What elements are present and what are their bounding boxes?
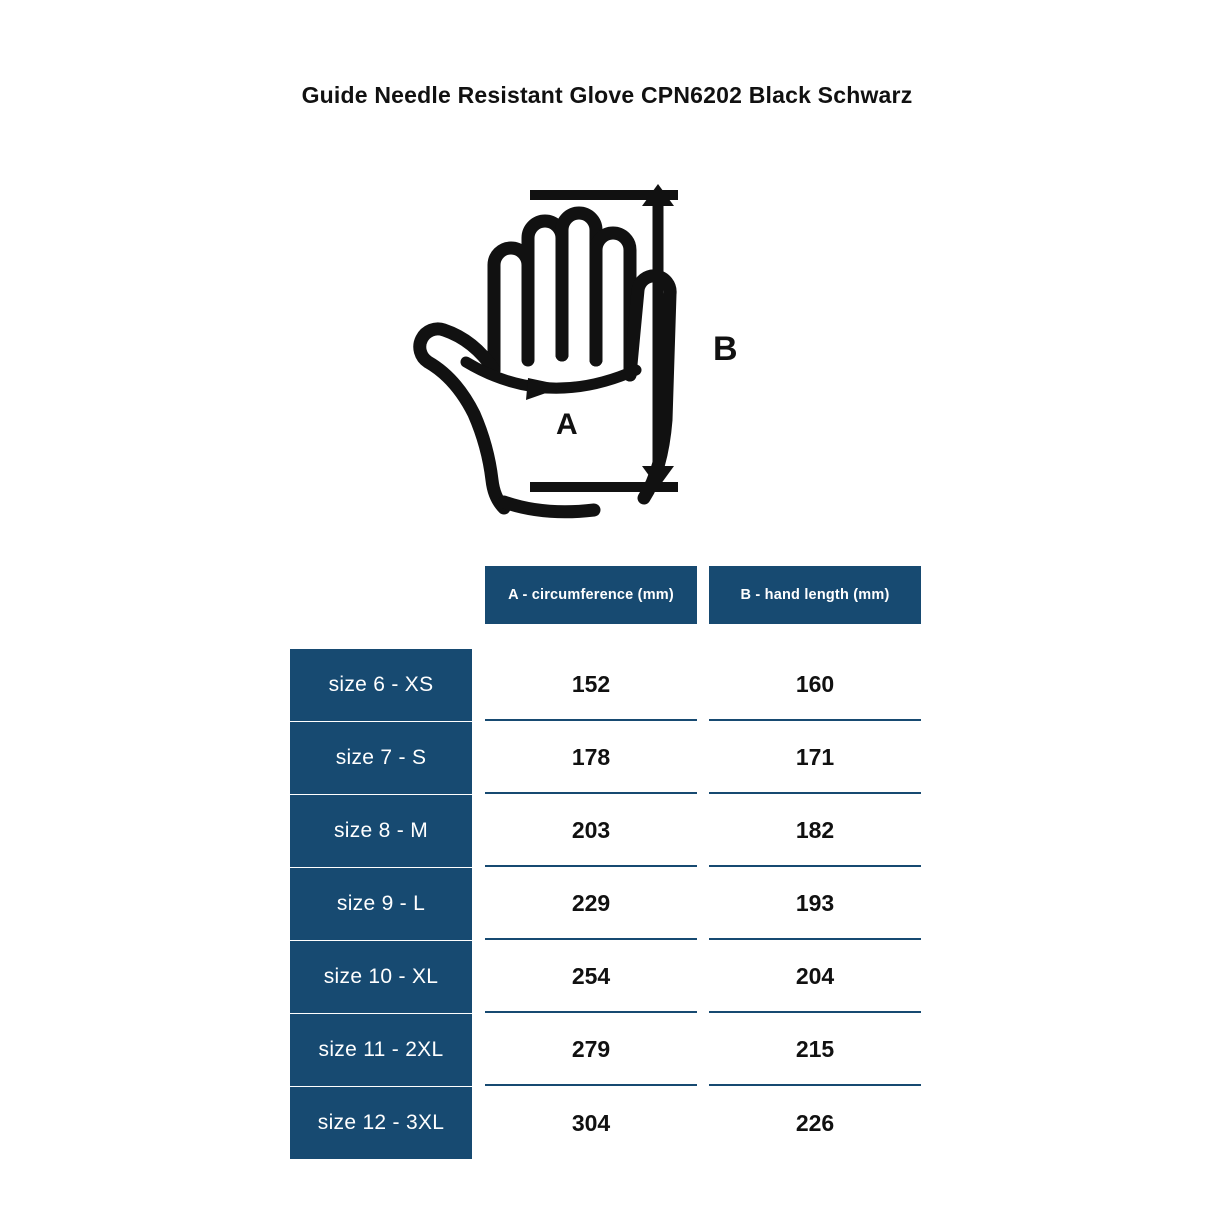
table-row: [290, 1014, 930, 1086]
size-table: [290, 566, 930, 1160]
value-gap: [697, 868, 709, 940]
size-label: size 9 - L: [290, 868, 472, 940]
label-a: A: [556, 408, 578, 441]
value-gap: [697, 1014, 709, 1086]
row-spacer: [472, 795, 485, 867]
size-label: size 7 - S: [290, 722, 472, 794]
table-row: [290, 649, 930, 721]
size-label: size 6 - XS: [290, 649, 472, 721]
value-circumference: 203: [485, 795, 697, 867]
value-hand-length: 226: [795, 1109, 835, 1136]
value-circumference: 279: [485, 1014, 697, 1086]
table-header-row: [485, 566, 930, 624]
value-hand-length: 160: [709, 649, 921, 721]
row-spacer: [472, 1014, 485, 1086]
size-label: size 8 - M: [290, 795, 472, 867]
value-hand-length: 215: [709, 1014, 921, 1086]
value-gap: [697, 649, 709, 721]
row-spacer: [472, 941, 485, 1013]
row-spacer: [472, 1087, 485, 1159]
value-circumference: 304: [571, 1109, 611, 1136]
value-hand-length: 193: [709, 868, 921, 940]
value-gap: [697, 795, 709, 867]
header-hand-length: B - hand length (mm): [709, 566, 921, 624]
page-title: Guide Needle Resistant Glove CPN6202 Black Schwarz: [301, 82, 913, 108]
table-row: [290, 722, 930, 794]
row-spacer: [472, 868, 485, 940]
value-circumference: 152: [485, 649, 697, 721]
row-spacer: [472, 722, 485, 794]
size-label: size 12 - 3XL: [290, 1087, 472, 1159]
hand-measurement-diagram: [370, 170, 790, 540]
label-b: B: [713, 330, 738, 368]
value-gap: [697, 722, 709, 794]
table-row: [290, 1087, 930, 1159]
value-circumference: 178: [485, 722, 697, 794]
value-gap: [697, 941, 709, 1013]
size-label: size 10 - XL: [290, 941, 472, 1013]
row-spacer: [472, 649, 485, 721]
value-circumference: 229: [485, 868, 697, 940]
value-gap: [697, 1087, 709, 1159]
table-row: [290, 795, 930, 867]
header-gap: [697, 566, 709, 624]
value-hand-length: 182: [709, 795, 921, 867]
table-body: [290, 649, 930, 1159]
table-row: [290, 868, 930, 940]
value-hand-length: 171: [709, 722, 921, 794]
value-circumference: 254: [485, 941, 697, 1013]
value-hand-length: 204: [709, 941, 921, 1013]
size-label: size 11 - 2XL: [290, 1014, 472, 1086]
table-row: [290, 941, 930, 1013]
header-circumference: A - circumference (mm): [485, 566, 697, 624]
